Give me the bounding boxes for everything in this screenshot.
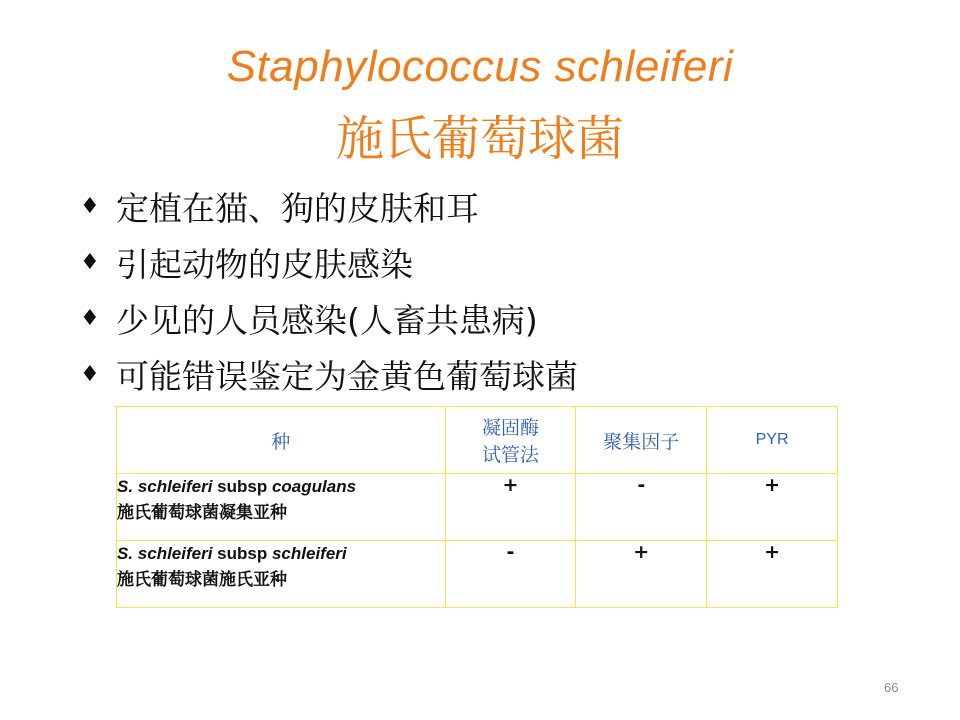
header-coagulase-line2: 试管法 [481, 444, 539, 466]
bullet-text: 少见的人员感染(人畜共患病) [116, 300, 538, 340]
species-name-cell [117, 541, 446, 608]
clumping-result: + [576, 541, 707, 608]
header-species: 种 [117, 407, 446, 474]
latin-genus: S. schleiferi [117, 544, 213, 563]
latin-genus: S. schleiferi [117, 477, 213, 496]
latin-epithet: schleiferi [271, 544, 347, 563]
bullet-text: 定植在猫、狗的皮肤和耳 [116, 188, 479, 228]
latin-subsp: subsp [217, 544, 268, 563]
table-header-row [117, 407, 838, 474]
pyr-result: + [707, 474, 838, 541]
coagulase-result: - [445, 541, 576, 608]
diamond-bullet-icon: ♦ [80, 361, 100, 387]
bullet-item [80, 178, 578, 234]
species-comparison-table [116, 406, 838, 608]
slide-title-chinese: 施氏葡萄球菌 [335, 111, 624, 167]
table-row [117, 541, 838, 608]
bullet-text: 引起动物的皮肤感染 [116, 244, 413, 284]
bullet-list [80, 178, 578, 402]
latin-epithet: coagulans [271, 477, 357, 496]
clumping-result: - [576, 474, 707, 541]
diamond-bullet-icon: ♦ [80, 305, 100, 331]
bullet-item [80, 234, 578, 290]
page-number: 66 [884, 680, 899, 695]
header-pyr: PYR [707, 407, 838, 474]
pyr-result: + [707, 541, 838, 608]
bullet-item [80, 290, 578, 346]
diamond-bullet-icon: ♦ [80, 193, 100, 219]
species-latin-name [117, 474, 445, 500]
species-chinese-name: 施氏葡萄球菌施氏亚种 [117, 570, 287, 590]
header-coagulase-tube-test [445, 407, 576, 474]
species-latin-name [117, 541, 445, 567]
bullet-item [80, 346, 578, 402]
bullet-text: 可能错误鉴定为金黄色葡萄球菌 [116, 356, 578, 396]
species-name-cell [117, 474, 446, 541]
header-clumping-factor: 聚集因子 [576, 407, 707, 474]
species-chinese-name: 施氏葡萄球菌凝集亚种 [117, 503, 287, 523]
coagulase-result: + [445, 474, 576, 541]
latin-subsp: subsp [217, 477, 268, 496]
header-coagulase-line1: 凝固酶 [481, 417, 539, 439]
diamond-bullet-icon: ♦ [80, 249, 100, 275]
slide-title-latin: Staphylococcus schleiferi [226, 42, 734, 91]
table-row [117, 474, 838, 541]
